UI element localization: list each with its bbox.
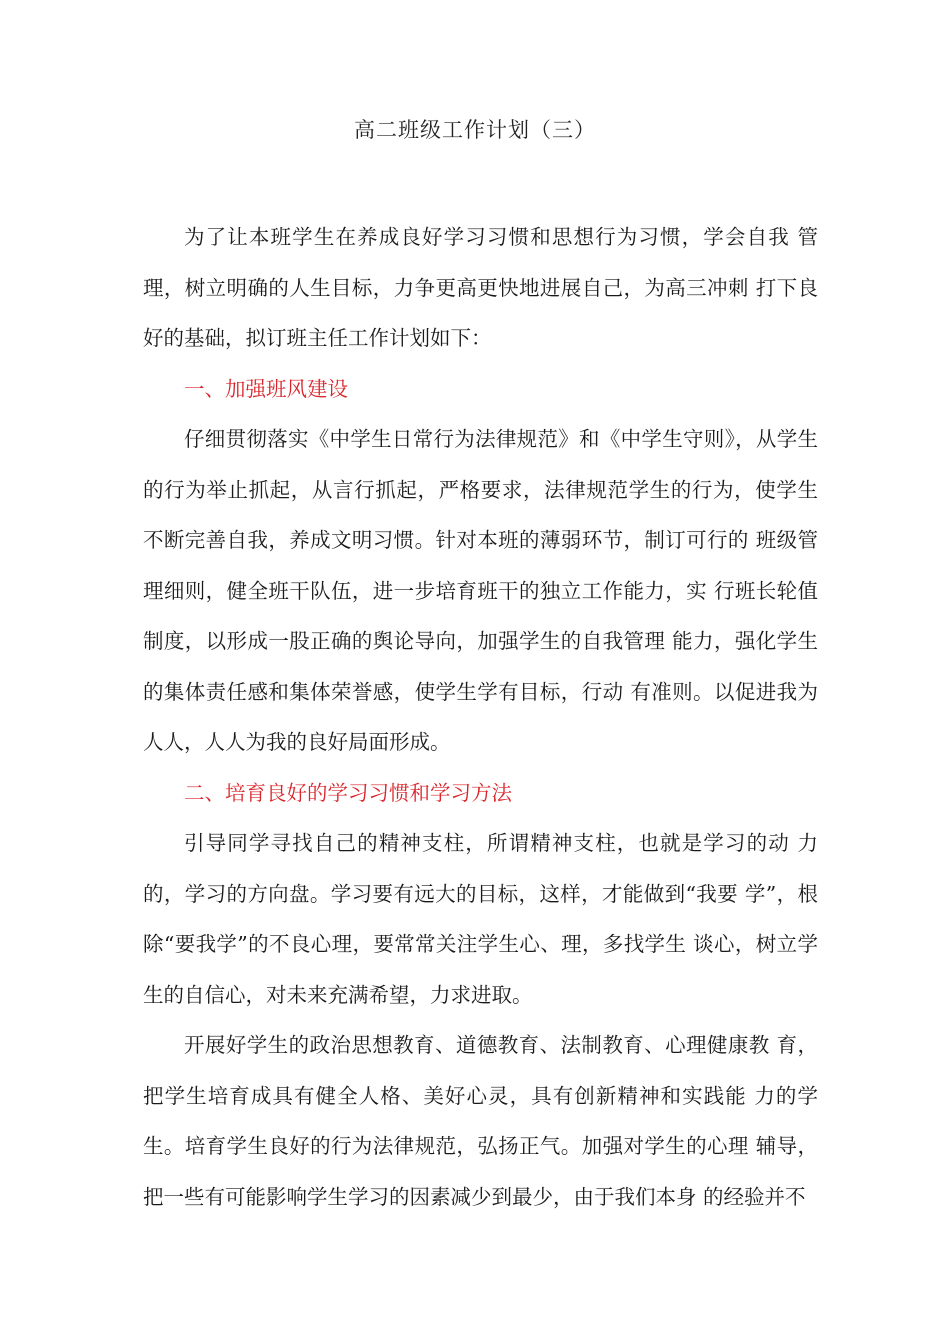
section1-paragraph: 仔细贯彻落实《中学生日常行为法律规范》和《中学生守则》，从学生的行为举止抓起，从言行抓起，严格要求，法律规范学生的行为，使学生不断完善自我，养成文明习惯。针对本班的薄弱环节，制订可行的 班级管理细则，健全班干队伍，进一步培育班干的独立工作能力，实 行班长轮值制度，以形成一股正确的舆论导向，加强学生的自我管理 能力，强化学生的集体责任感和集体荣誉感，使学生学有目标，行动 有准则。以促进我为人人，人人为我的良好局面形成。 (143, 427, 818, 754)
section2-paragraph-1: 引导同学寻找自己的精神支柱，所谓精神支柱，也就是学习的动 力的，学习的方向盘。学习要有远大的目标，这样，才能做到“我要 学”，根除“要我学”的不良心理，要常常关注学生心、理，多找学生 谈心，树立学生的自信心，对未来充满希望，力求进取。 (143, 831, 818, 1007)
section-heading-class-culture: 一、加强班风建设 (184, 376, 348, 401)
document-body (143, 212, 818, 1222)
section-heading-study-habits: 二、培育良好的学习习惯和学习方法 (184, 780, 512, 805)
document-title: 高二班级工作计划（三） (354, 118, 596, 142)
section2-paragraph-2: 开展好学生的政治思想教育、道德教育、法制教育、心理健康教 育，把学生培育成具有健全人格、美好心灵，具有创新精神和实践能 力的学生。培育学生良好的行为法律规范，弘扬正气。加强对学生的心理 辅导，把一些有可能影响学生学习的因素减少到最少，由于我们本身 的经验并不 (143, 1033, 818, 1209)
intro-paragraph: 为了让本班学生在养成良好学习习惯和思想行为习惯，学会自我 管理，树立明确的人生目标，力争更高更快地进展自己，为高三冲刺 打下良好的基础，拟订班主任工作计划如下： (143, 225, 818, 350)
